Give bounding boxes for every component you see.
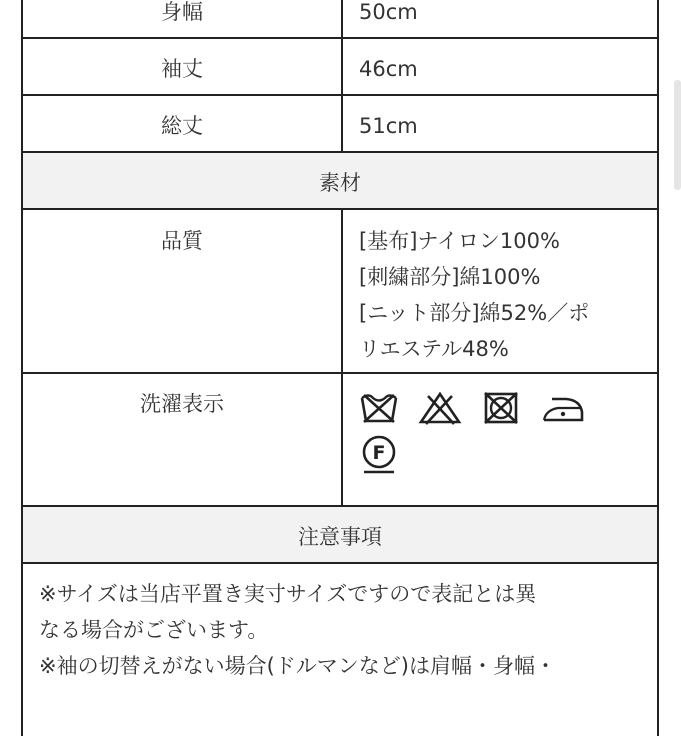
product-spec-sheet [21,0,659,736]
size-row-sleeve [22,38,658,95]
size-row-length [22,95,658,152]
dry-clean-f-icon [359,434,399,474]
dry-clean-letter: F [372,442,386,464]
quality-line: [ニット部分]綿52%／ポ [359,301,590,325]
note-line: ※袖の切替えがない場合(ドルマンなど)は肩幅・身幅・ [39,654,556,678]
quality-label: 品質 [22,209,342,373]
size-label: 総丈 [22,95,342,152]
notes-body [22,563,658,736]
notes-header: 注意事項 [22,506,658,563]
note-line: ※サイズは当店平置き実寸サイズですので表記とは異 [39,582,537,606]
size-label: 身幅 [22,0,342,38]
notes-row [22,563,658,736]
quality-row [22,209,658,373]
laundry-icons-cell [342,373,658,506]
note-line: なる場合がございます。 [39,618,269,642]
laundry-icons [359,386,629,482]
no-wash-icon [359,390,399,426]
spec-table [21,0,659,736]
size-value: 51cm [342,95,658,152]
laundry-label: 洗濯表示 [22,373,342,506]
size-value: 46cm [342,38,658,95]
iron-low-temp-icon [540,390,586,426]
quality-line: [刺繍部分]綿100% [359,265,541,289]
laundry-row [22,373,658,506]
notes-section-header [22,506,658,563]
no-tumble-dry-icon [481,390,521,426]
no-bleach-icon [418,390,462,426]
material-section-header [22,152,658,209]
quality-line: リエステル48% [359,337,509,361]
size-label: 袖丈 [22,38,342,95]
quality-line: [基布]ナイロン100% [359,229,560,253]
size-value: 50cm [342,0,658,38]
material-header: 素材 [22,152,658,209]
size-row-width [22,0,658,38]
quality-value [342,209,658,373]
page-scrollbar[interactable] [674,80,681,190]
